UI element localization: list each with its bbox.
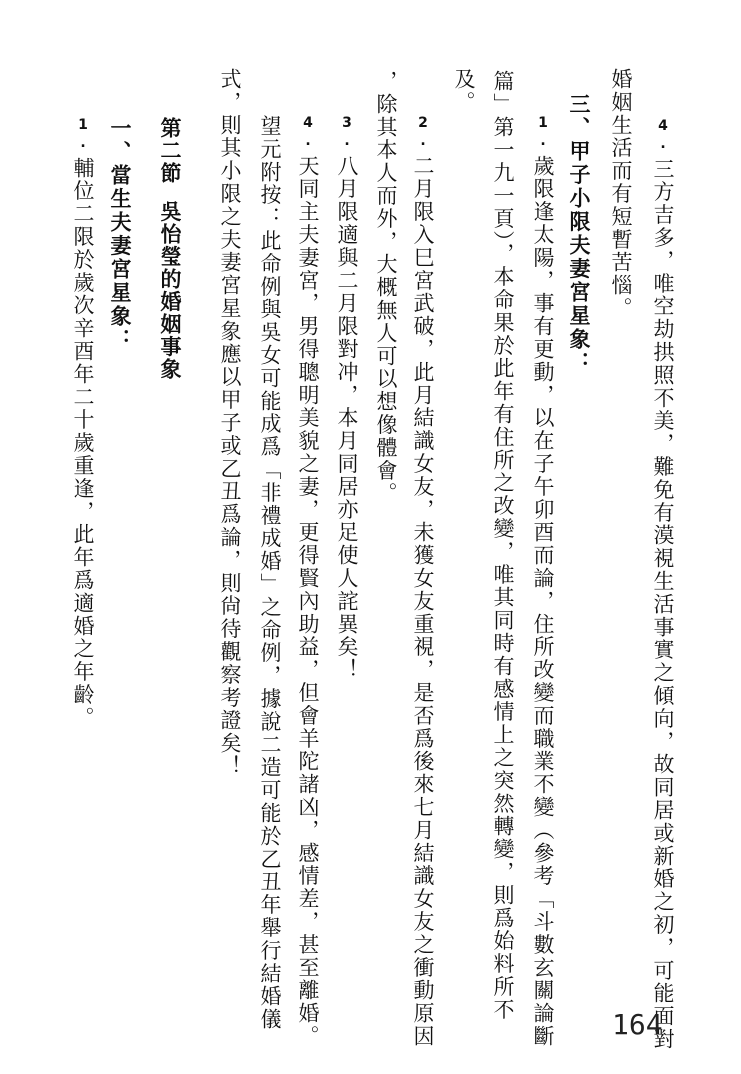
text-column-2	[610, 68, 631, 320]
column-text: 天同主夫妻宮，男得聰明美貌之妻，更得賢內助益，但會羊陀諸凶，感情差，甚至離婚。	[296, 154, 320, 1048]
text-column-6	[453, 68, 474, 114]
text-column-11	[259, 115, 280, 1031]
item-number: 1.	[535, 115, 551, 151]
text-column-12	[219, 68, 240, 778]
item-number: 2.	[415, 115, 431, 151]
section-number: 第二節	[158, 117, 183, 185]
text-column-5	[492, 70, 513, 1021]
column-text: 望元附按：此命例與吳女可能成爲「非禮成婚」之命例，據說二造可能於乙丑年舉行結婚儀	[258, 115, 282, 1031]
heading-text: 一、當生夫妻宮星象：	[108, 117, 133, 352]
column-text: 及。	[452, 68, 476, 114]
column-text: 三方吉多，唯空劫拱照不美，難免有漠視生活事實之傾向，故同居或新婚之初，可能面對	[651, 157, 675, 1051]
text-column-4	[532, 115, 553, 1048]
text-column-9	[336, 115, 357, 682]
heading-text: 三、甲子小限夫妻宮星象：	[567, 93, 592, 375]
item-number: 1.	[75, 117, 91, 153]
page-number: 164	[612, 1008, 663, 1041]
item-number: 3.	[339, 115, 355, 151]
text-column-8	[375, 70, 396, 505]
section-title: 吳怡瑩的婚姻事象	[158, 200, 183, 381]
column-text: ，除其本人而外，大概無人可以想像體會。	[374, 70, 398, 506]
column-text: 式，則其小限之夫妻宮星象應以甲子或乙丑爲論，則尙待觀察考證矣！	[218, 68, 242, 778]
text-column-1	[652, 118, 673, 1051]
column-text: 婚姻生活而有短暫苦惱。	[609, 68, 633, 320]
item-number: 4.	[655, 118, 671, 154]
column-text: 歲限逢太陽，事有更動，以在子午卯酉而論，住所改變而職業不變（參考「斗數玄關論斷	[531, 154, 555, 1048]
item-number: 4.	[300, 115, 316, 151]
text-column-10	[297, 115, 318, 1048]
text-column-15	[72, 117, 93, 729]
column-text: 輔位二限於歲次辛酉年二十歲重逢，此年爲適婚之年齡。	[71, 156, 95, 730]
column-text: 篇」第一九一頁），本命果於此年有住所之改變，唯其同時有感情上之突然轉變，則爲始料所不	[491, 70, 515, 1022]
column-text: 二月限入巳宮武破，此月結識女友，未獲女友重視，是否爲後來七月結識女友之衝動原因	[411, 154, 435, 1048]
subsection-heading-jiazi	[569, 93, 590, 375]
section-heading	[160, 117, 181, 381]
column-text: 八月限適與二月限對冲，本月同居亦足使人詫異矣！	[335, 154, 359, 682]
subsection-heading-dangsheng	[110, 117, 131, 352]
text-column-7	[412, 115, 433, 1048]
